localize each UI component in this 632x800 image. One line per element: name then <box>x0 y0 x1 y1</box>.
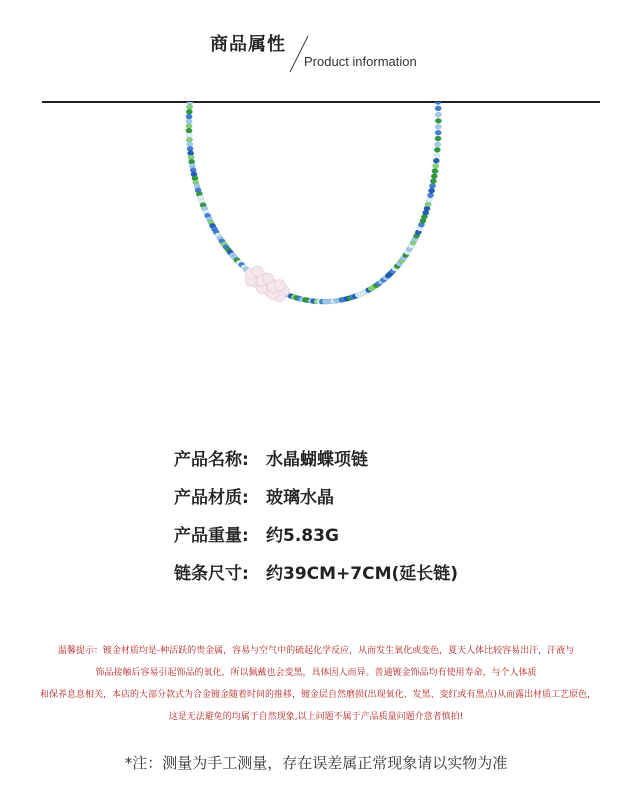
notice-line: 饰品接触后容易引起饰品的氧化，所以佩戴也会变黑，具体因人而异。普通镀金饰品均有使用寿命，与个人体质 <box>95 668 537 678</box>
bead <box>435 136 441 141</box>
bead <box>430 179 436 184</box>
bead <box>186 119 192 124</box>
spec-row-weight <box>174 514 594 552</box>
bead <box>434 147 440 152</box>
spec-value: 约5.83G <box>266 525 339 546</box>
bead <box>435 106 441 111</box>
bead <box>186 109 192 114</box>
bead <box>186 104 192 109</box>
spec-row-material <box>174 476 594 514</box>
bead <box>435 142 441 147</box>
flower-charm <box>267 280 289 302</box>
spec-label: 产品重量: <box>174 525 249 546</box>
bead <box>186 123 192 128</box>
care-notice <box>40 640 597 728</box>
bead <box>434 153 440 158</box>
bead <box>433 158 439 163</box>
bead <box>435 112 441 117</box>
section-title-cn: 商品属性 <box>210 34 286 55</box>
spec-value: 水晶蝴蝶项链 <box>266 449 368 470</box>
spec-list <box>174 438 594 590</box>
bead <box>429 183 435 188</box>
section-title-en: Product information <box>304 54 417 69</box>
beaded-necklace-image <box>150 102 482 402</box>
header <box>0 0 632 110</box>
measurement-footnote: *注：测量为手工测量，存在误差属正常现象请以实物为准 <box>124 754 508 772</box>
notice-line: 温馨提示：镀金材质均是-种活跃的贵金属，容易与空气中的硫起化学反应，从而发生氧化或变色，夏天人体比较容易出汗，汗液与 <box>57 646 575 656</box>
spec-row-name <box>174 438 594 476</box>
bead <box>435 102 441 105</box>
bead <box>432 169 438 174</box>
bead <box>435 124 441 129</box>
spec-label: 产品名称: <box>174 449 249 470</box>
bead <box>427 193 433 198</box>
spec-label: 链条尺寸: <box>174 563 249 584</box>
bead <box>435 118 441 123</box>
bead <box>433 163 439 168</box>
bead <box>186 114 192 119</box>
spec-row-size <box>174 552 594 590</box>
spec-label: 产品材质: <box>174 487 249 508</box>
bead <box>431 174 437 179</box>
bead <box>428 188 434 193</box>
bead <box>435 130 441 135</box>
notice-line: 这是无法避免的均属于自然现象,以上问题不属于产品质量问题介意者慎拍! <box>168 712 464 722</box>
notice-line: 和保养息息相关，本店的大部分款式为合金镀金随着时间的推移，镀金层自然磨损(出现氧化、发黑、变红或有黑点)从而露出材质工艺原色， <box>40 690 597 700</box>
spec-value: 玻璃水晶 <box>266 487 334 508</box>
spec-value: 约39CM+7CM(延长链) <box>266 563 459 584</box>
